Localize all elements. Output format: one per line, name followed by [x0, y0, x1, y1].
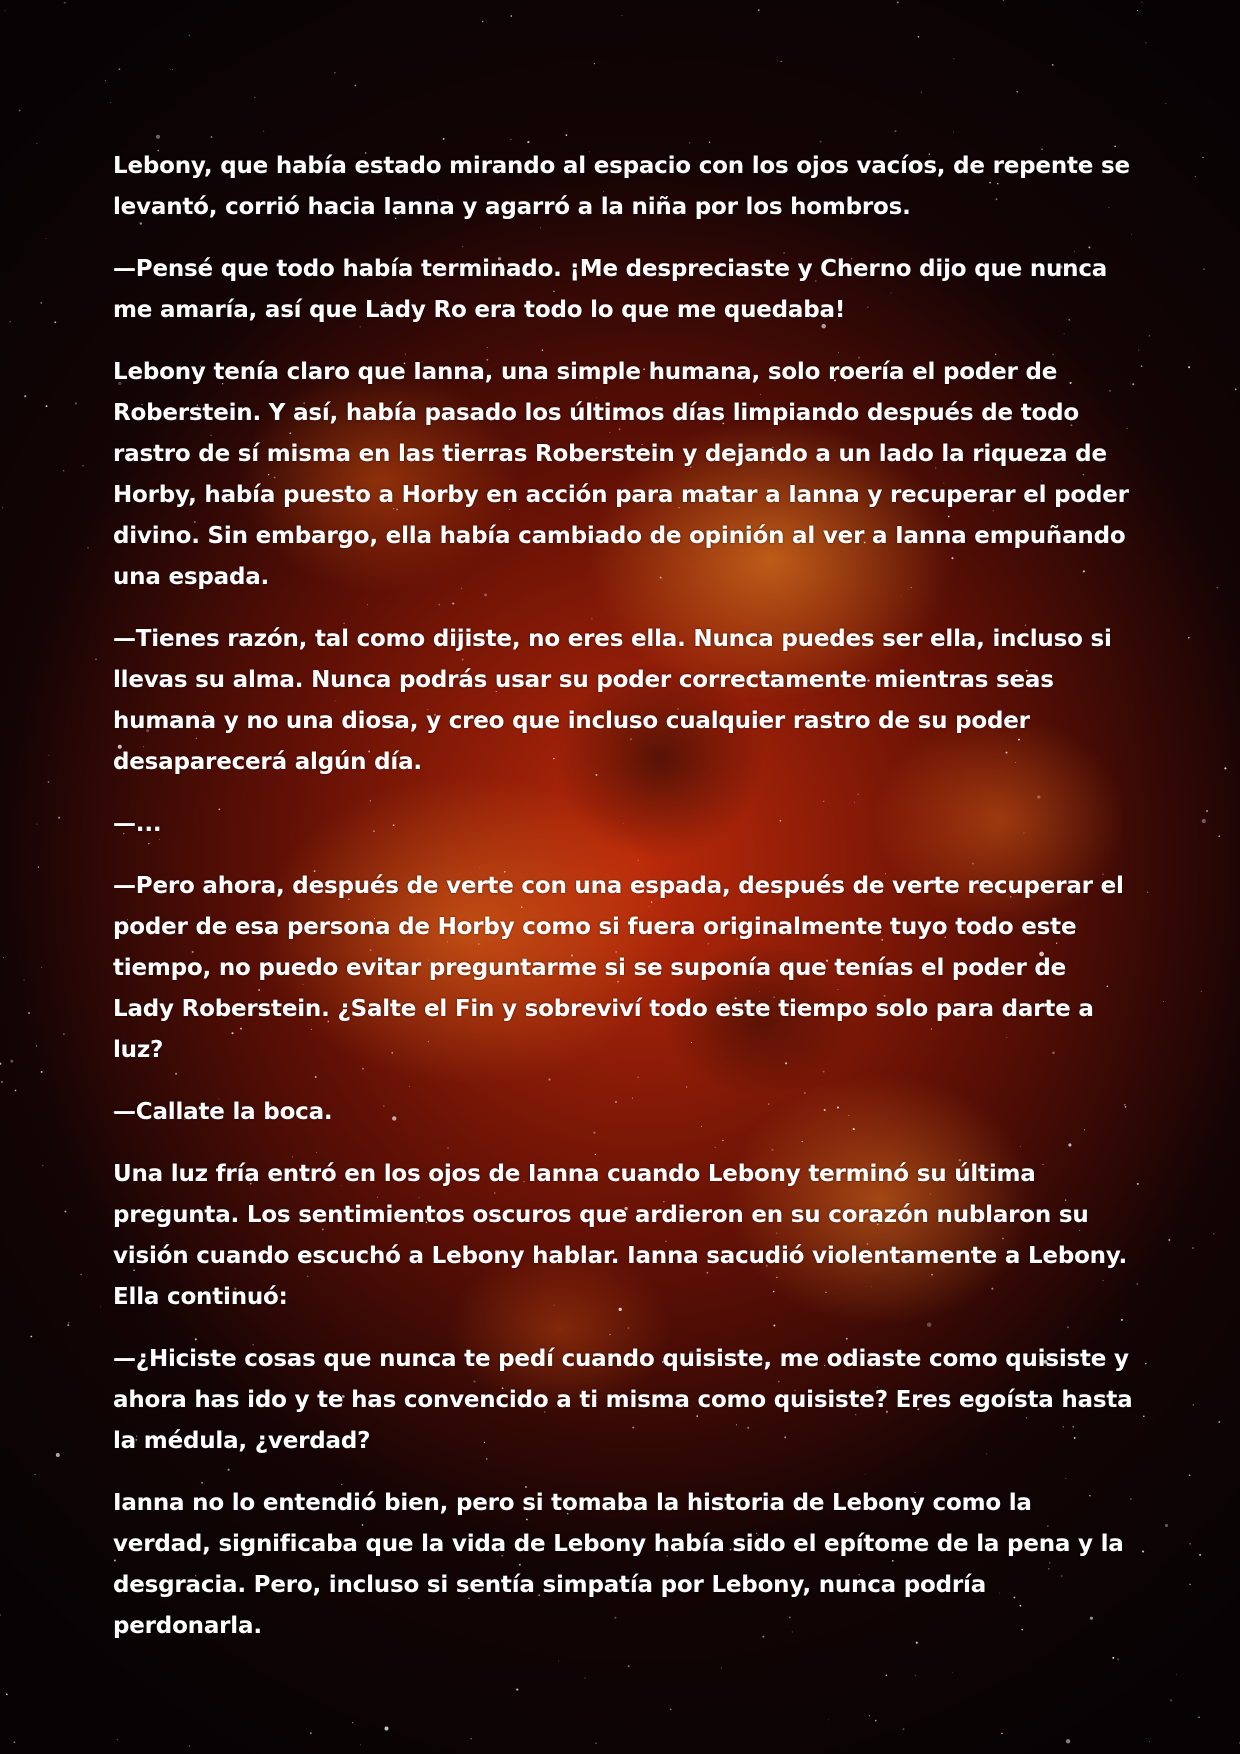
star	[915, 1675, 916, 1676]
star	[354, 85, 356, 87]
star	[38, 866, 39, 867]
star	[56, 1453, 60, 1457]
star	[48, 781, 50, 783]
star	[1, 1081, 3, 1083]
star	[30, 1336, 32, 1338]
star	[75, 403, 77, 405]
star	[41, 967, 42, 968]
star	[68, 1322, 70, 1324]
star	[1218, 1421, 1220, 1423]
star	[6, 1694, 8, 1696]
star	[621, 15, 622, 16]
star	[1017, 91, 1019, 93]
star	[1165, 103, 1166, 104]
star	[527, 141, 529, 143]
paragraph-2: —Pensé que todo había terminado. ¡Me despreciaste y Cherno dijo que nunca me amaría, así que Lady Ro era todo lo que me quedaba!	[113, 256, 1108, 323]
star	[24, 979, 25, 980]
star	[1052, 64, 1054, 66]
star	[1147, 892, 1148, 893]
star	[15, 1090, 17, 1092]
star	[172, 69, 173, 70]
star	[1003, 0, 1004, 1]
star	[1149, 335, 1151, 337]
star	[49, 755, 50, 756]
star	[1142, 1550, 1144, 1552]
paragraph-1: Lebony, que había estado mirando al espacio con los ojos vacíos, de repente se levantó, corrió hacia Ianna y agarró a la niña por los hombros.	[113, 153, 1130, 220]
star	[35, 1474, 36, 1475]
star	[211, 136, 213, 138]
star	[9, 321, 11, 323]
star	[1141, 2, 1142, 3]
star	[1189, 1543, 1191, 1545]
star	[1137, 1183, 1139, 1185]
star	[254, 97, 255, 98]
paragraph-8: Una luz fría entró en los ojos de Ianna cuando Lebony terminó su última pregunta. Los sentimientos oscuros que ardieron en su corazón nublaron su visión cuando escuchó a Lebony hablar. Ianna sacudió violentamente a Lebony. Ella continuó:	[113, 1161, 1128, 1310]
star	[594, 63, 595, 64]
star	[1149, 1741, 1150, 1742]
star	[566, 134, 568, 136]
star	[24, 395, 26, 397]
star	[80, 1274, 81, 1275]
paragraph-6: —Pero ahora, después de verte con una espada, después de verte recuperar el poder de esa persona de Horby como si fuera originalmente tuyo todo este tiempo, no puedo evitar preguntarme si se suponía que tenías el poder de Lady Roberstein. ¿Salte el Fin y sobreviví todo este tiempo solo para darte a luz?	[113, 873, 1124, 1063]
paragraph-5: —...	[113, 811, 162, 837]
star	[54, 321, 56, 323]
paragraph-3: Lebony tenía claro que Ianna, una simple humana, solo roería el poder de Roberstein. Y así, había pasado los últimos días limpiando después de todo rastro de sí misma en las tierras Roberstein y dejando a un lado la riqueza de Horby, había puesto a Horby en acción para matar a Ianna y recuperar el poder divino. Sin embargo, ella había cambiado de opinión al ver a Ianna empuñando una espada.	[113, 359, 1129, 590]
star	[953, 58, 954, 59]
star	[820, 141, 822, 143]
star	[1066, 1739, 1070, 1743]
star	[64, 1211, 66, 1213]
star	[918, 36, 920, 38]
star	[1213, 1233, 1214, 1234]
star	[1145, 1363, 1146, 1364]
star	[189, 1746, 190, 1747]
star	[1136, 1283, 1138, 1285]
star	[87, 547, 88, 548]
star	[189, 35, 190, 36]
star	[952, 1672, 953, 1673]
star	[67, 1324, 69, 1326]
star	[105, 80, 106, 81]
star	[36, 1045, 37, 1046]
star	[894, 130, 896, 132]
star	[1224, 767, 1226, 769]
star	[758, 9, 760, 11]
star	[95, 658, 97, 660]
star	[1189, 1474, 1191, 1476]
star	[63, 1033, 64, 1034]
star	[1176, 1674, 1177, 1675]
star	[263, 131, 264, 132]
star	[1141, 365, 1143, 367]
star	[584, 1677, 585, 1678]
star	[903, 1728, 904, 1729]
star	[58, 817, 60, 819]
paragraph-7: —Callate la boca.	[113, 1099, 333, 1125]
star	[10, 1060, 13, 1063]
star	[1143, 1415, 1145, 1417]
star	[1202, 157, 1203, 158]
star	[1165, 1524, 1168, 1527]
star	[0, 1063, 1, 1065]
star	[482, 21, 483, 22]
star	[709, 141, 710, 142]
paragraph-9: —¿Hiciste cosas que nunca te pedí cuando quisiste, me odiaste como quisiste y ahora has ido y te has convencido a ti misma como quisiste? Eres egoísta hasta la médula, ¿verdad?	[113, 1346, 1133, 1454]
star	[310, 1732, 311, 1733]
star	[1235, 389, 1237, 391]
star	[781, 61, 782, 62]
star	[1168, 1239, 1170, 1241]
star	[1188, 637, 1190, 639]
star	[1163, 1001, 1164, 1002]
star	[1217, 587, 1218, 588]
star	[1170, 1699, 1172, 1701]
star	[5, 10, 6, 11]
star	[46, 405, 48, 407]
star	[1189, 1584, 1191, 1586]
star	[1192, 1247, 1194, 1249]
star	[119, 68, 121, 70]
star	[1188, 366, 1190, 368]
star	[42, 1165, 43, 1166]
star	[510, 139, 511, 140]
star	[886, 1674, 888, 1676]
star	[1138, 350, 1139, 351]
star	[511, 15, 513, 17]
star	[45, 238, 46, 239]
star	[36, 143, 37, 144]
star	[1198, 1716, 1200, 1718]
star	[334, 72, 335, 73]
star	[921, 92, 922, 93]
star	[1199, 1554, 1201, 1556]
star	[875, 1720, 877, 1722]
star	[40, 302, 42, 304]
star	[953, 131, 954, 132]
star	[1201, 991, 1202, 992]
star	[1206, 810, 1208, 812]
star	[595, 1743, 596, 1744]
star	[0, 1614, 1, 1615]
story-text	[113, 146, 1133, 1668]
star	[443, 138, 445, 140]
star	[1001, 1733, 1003, 1735]
star	[156, 135, 160, 139]
star	[360, 1744, 361, 1745]
star	[63, 470, 65, 472]
star	[117, 1739, 119, 1741]
star	[1137, 10, 1138, 11]
paragraph-4: —Tienes razón, tal como dijiste, no eres ella. Nunca puedes ser ella, incluso si llevas su alma. Nunca podrás usar su poder correctamente mientras seas humana y no una diosa, y creo que incluso cualquier rastro de su poder desaparecerá algún día.	[113, 626, 1112, 775]
star	[1202, 819, 1206, 823]
star	[64, 2, 66, 4]
star	[352, 1722, 353, 1723]
star	[2, 507, 3, 508]
paragraph-10: Ianna no lo entendió bien, pero si tomaba la historia de Lebony como la verdad, significaba que la vida de Lebony había sido el epítome de la pena y la desgracia. Pero, incluso si sentía simpatía por Lebony, nunca podría perdonarla.	[113, 1490, 1124, 1639]
star	[19, 110, 21, 112]
star	[41, 1071, 43, 1073]
star	[3, 957, 4, 958]
star	[670, 1709, 671, 1710]
star	[516, 1689, 518, 1691]
star	[100, 1306, 101, 1307]
star	[385, 1727, 389, 1731]
star	[82, 465, 83, 466]
star	[1193, 1404, 1195, 1406]
star	[1218, 835, 1220, 837]
star	[14, 1741, 16, 1743]
star	[36, 824, 37, 825]
star	[869, 1715, 870, 1716]
star	[1195, 176, 1196, 177]
star	[689, 142, 690, 143]
star	[897, 1, 899, 3]
star	[828, 1719, 829, 1720]
star	[1203, 268, 1205, 270]
star	[28, 1012, 30, 1014]
star	[1145, 42, 1147, 44]
star	[471, 1738, 473, 1740]
star	[110, 102, 111, 103]
